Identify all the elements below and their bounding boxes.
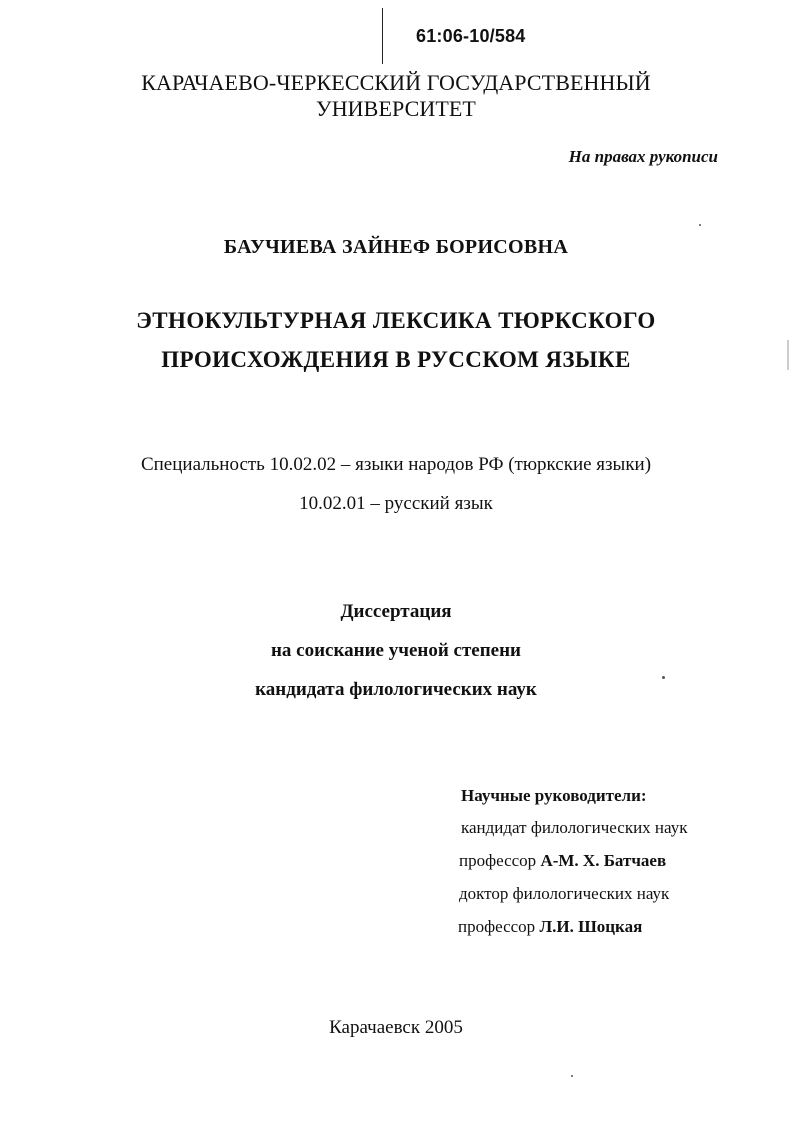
specialty-line-1: Специальность 10.02.02 – языки народов РФ (тюркские языки) <box>140 454 652 475</box>
manuscript-note: На правах рукописи <box>568 147 718 166</box>
supervisor-2-name: Л.И. Шоцкая <box>539 917 643 936</box>
specialty-line-2: 10.02.01 – русский язык <box>299 493 493 514</box>
institution-line-2: УНИВЕРСИТЕТ <box>316 96 476 121</box>
supervisor-1-degree: кандидат филологических наук <box>461 818 688 837</box>
supervisor-1 <box>459 851 666 871</box>
city-year: Карачаевск 2005 <box>329 1017 463 1038</box>
supervisors-heading: Научные руководители: <box>461 786 647 805</box>
supervisor-1-rank: профессор <box>459 851 537 870</box>
title-line-2: ПРОИСХОЖДЕНИЯ В РУССКОМ ЯЗЫКЕ <box>161 347 631 372</box>
binding-line <box>382 8 383 64</box>
scan-speck <box>571 1075 573 1077</box>
degree-name: кандидата филологических наук <box>255 679 537 700</box>
scan-speck <box>662 676 665 679</box>
supervisor-2 <box>458 917 642 937</box>
archive-code: 61:06-10/584 <box>416 26 526 46</box>
supervisor-2-degree: доктор филологических наук <box>459 884 670 903</box>
supervisor-1-name: А-М. Х. Батчаев <box>540 851 667 870</box>
title-line-1: ЭТНОКУЛЬТУРНАЯ ЛЕКСИКА ТЮРКСКОГО <box>136 308 656 333</box>
institution-line-1: КАРАЧАЕВО-ЧЕРКЕССКИЙ ГОСУДАРСТВЕННЫЙ <box>141 70 651 95</box>
scan-speck <box>699 224 701 226</box>
degree-purpose: на соискание ученой степени <box>270 640 521 661</box>
author-name: БАУЧИЕВА ЗАЙНЕФ БОРИСОВНА <box>223 236 569 258</box>
supervisor-2-rank: профессор <box>458 917 536 936</box>
dissertation-label: Диссертация <box>340 601 452 622</box>
institution-name <box>0 70 792 122</box>
scan-edge-mark <box>787 340 789 370</box>
